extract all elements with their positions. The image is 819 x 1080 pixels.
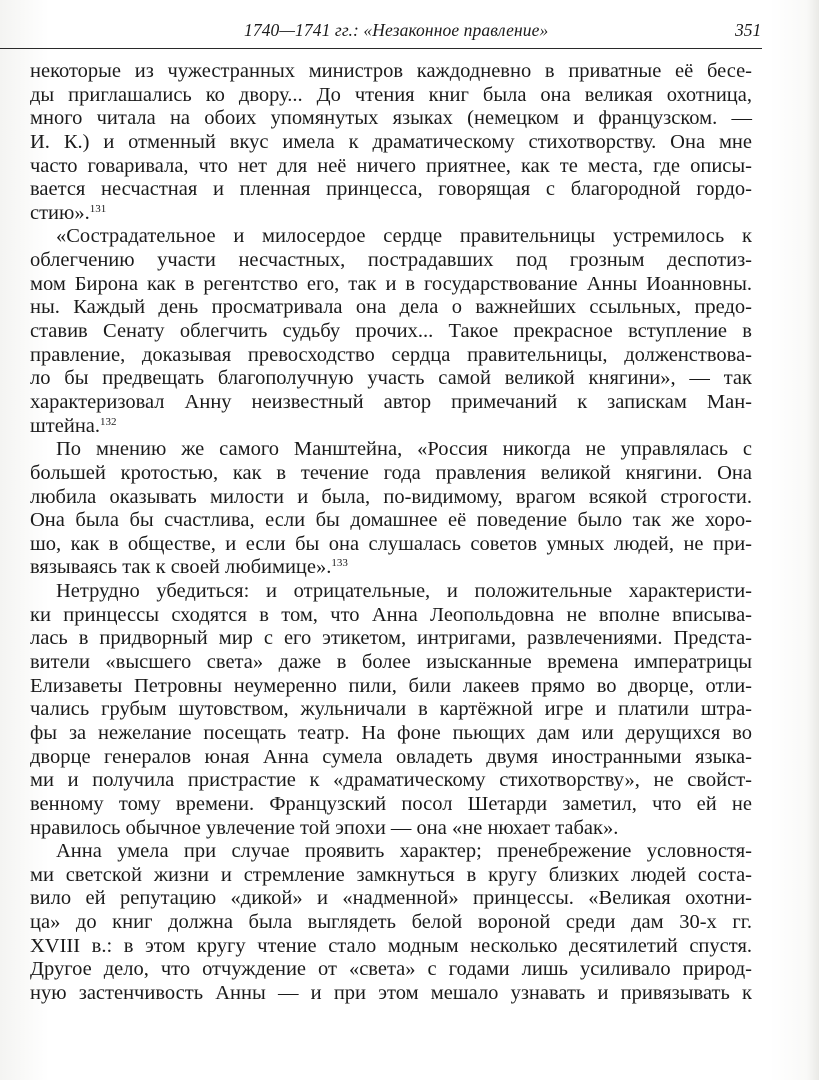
text-line	[30, 320, 752, 344]
text-line-content: штейна.	[30, 414, 101, 437]
text-line-content: И. К.) и отменный вкус имела к драматическому стихотворству. Она мне	[30, 130, 752, 153]
page-number: 351	[735, 20, 762, 40]
text-line	[30, 982, 752, 1006]
text-line-content: лась в придворный мир с его этикетом, интригами, развлечениями. Предста-	[30, 627, 752, 650]
text-line	[30, 60, 752, 84]
text-line	[30, 509, 752, 533]
text-line	[30, 746, 752, 770]
text-line	[30, 793, 752, 817]
text-line	[30, 627, 752, 651]
page-edge-shadow	[807, 0, 819, 1080]
text-line	[30, 202, 752, 226]
text-line-content: По мнению же самого Манштейна, «Россия никогда не управлялась с	[56, 438, 752, 461]
text-line	[30, 698, 752, 722]
text-line-content: вители «высшего света» даже в более изысканные времена императрицы	[30, 651, 752, 674]
text-line	[30, 462, 752, 486]
text-line	[30, 155, 752, 179]
text-line-content: дворце генералов юная Анна сумела овладеть двумя иностранными языка-	[30, 745, 752, 768]
text-line	[30, 131, 752, 155]
text-line-content: ставив Сенату облегчить судьбу прочих... Такое прекрасное вступление в	[30, 320, 752, 343]
header-rule	[0, 48, 762, 49]
text-line-content: Она была бы счастлива, если бы домашнее её поведение было так же хоро-	[30, 509, 752, 532]
text-line-content: шо, как в обществе, и если бы она слушалась советов умных людей, не при-	[30, 532, 752, 555]
text-line-content: некоторые из чужестранных министров каждодневно в приватные её бесе-	[30, 60, 752, 82]
footnote-ref: 131	[89, 202, 107, 215]
text-line-content: ны. Каждый день просматривала она дела о важнейших ссыльных, предо-	[30, 296, 752, 319]
text-line-content: характеризовал Анну неизвестный автор примечаний к запискам Ман-	[30, 390, 752, 413]
text-line-content: большей кротостью, как в течение года правления великой княгини. Она	[30, 461, 752, 484]
text-line	[30, 556, 752, 580]
text-line-content: фы за нежелание посещать театр. На фоне пьющих дам или дерущихся во	[30, 721, 752, 744]
text-line-content: ную застенчивость Анны — и при этом мешало узнавать и привязывать к	[30, 981, 752, 1004]
text-line	[30, 722, 752, 746]
text-line-content: ми и получила пристрастие к «драматическому стихотворству», не свойст-	[30, 769, 752, 792]
text-line	[30, 580, 752, 604]
text-line-content: ца» до книг должна была выглядеть белой вороной среди дам 30-х гг.	[30, 911, 752, 934]
text-line	[30, 911, 752, 935]
text-line-content: Другое дело, что отчуждение от «света» с годами лишь усиливало природ-	[30, 958, 752, 981]
text-line-content: часто говаривала, что нет для неё ничего приятнее, как те места, где описы-	[30, 154, 752, 177]
text-line-content: стию».	[30, 201, 90, 224]
text-line	[30, 817, 752, 841]
text-line-content: любила оказывать милости и была, по-видимому, врагом всякой строгости.	[30, 485, 752, 508]
text-line-content: чались грубым шутовством, жульничали в картёжной игре и платили штра-	[30, 698, 752, 721]
text-line	[30, 438, 752, 462]
text-line-content: вязываясь так к своей любимице».	[30, 556, 332, 579]
text-line	[30, 249, 752, 273]
text-line	[30, 486, 752, 510]
footnote-ref: 132	[100, 415, 117, 428]
text-line	[30, 344, 752, 368]
text-line-content: ло бы предвещать благополучную участь самой великой княгини», — так	[30, 367, 752, 390]
text-line	[30, 887, 752, 911]
text-line	[30, 84, 752, 108]
text-line-content: «Сострадательное и милосердое сердце правительницы устремилось к	[56, 225, 752, 248]
text-line	[30, 604, 752, 628]
text-line-content: правление, доказывая превосходство сердца правительницы, долженствова-	[30, 343, 752, 366]
text-line	[30, 840, 752, 864]
text-line	[30, 391, 752, 415]
footnote-ref: 133	[331, 557, 348, 570]
text-line-content: вило ей репутацию «дикой» и «надменной» принцессы. «Великая охотни-	[30, 887, 752, 910]
text-line	[30, 958, 752, 982]
text-line-content: ки принцессы сходятся в том, что Анна Леопольдовна не вполне вписыва-	[30, 603, 752, 626]
text-line-content: ми светской жизни и стремление замкнуться в кругу близких людей соста-	[30, 863, 752, 886]
text-line-content: вается несчастная и пленная принцесса, говорящая с благородной гордо-	[30, 178, 752, 201]
text-line-content: нравилось обычное увлечение той эпохи — она «не нюхает табак».	[30, 816, 619, 839]
text-line-content: ды приглашались ко двору... До чтения книг была она великая охотница,	[30, 83, 752, 106]
text-line-content: Нетрудно убедиться: и отрицательные, и положительные характеристи-	[56, 580, 752, 603]
text-line	[30, 273, 752, 297]
text-line-content: мом Бирона как в регентство его, так и в государствование Анны Иоанновны.	[30, 272, 752, 295]
running-header	[0, 14, 819, 50]
text-line-content: XVIII в.: в этом кругу чтение стало модным несколько десятилетий спустя.	[30, 934, 752, 957]
body-text	[30, 60, 752, 1006]
text-line	[30, 225, 752, 249]
text-line	[30, 651, 752, 675]
text-line-content: много читала на обоих упомянутых языках (немецком и французском. —	[30, 107, 752, 130]
text-line	[30, 864, 752, 888]
text-line-content: облегчению участи несчастных, пострадавших под грозным деспотиз-	[30, 249, 752, 272]
text-line	[30, 675, 752, 699]
text-line	[30, 178, 752, 202]
text-line	[30, 769, 752, 793]
running-head-title: 1740—1741 гг.: «Незаконное правление»	[244, 20, 549, 40]
text-line	[30, 415, 752, 439]
text-line-content: Анна умела при случае проявить характер; пренебрежение условностя-	[56, 840, 752, 863]
text-line	[30, 107, 752, 131]
text-line	[30, 935, 752, 959]
text-line-content: венному тому времени. Французский посол Шетарди заметил, что ей не	[30, 792, 752, 815]
text-line-content: Елизаветы Петровны неумеренно пили, били лакеев прямо во дворце, отли-	[30, 674, 752, 697]
text-line	[30, 367, 752, 391]
text-line	[30, 533, 752, 557]
text-line	[30, 296, 752, 320]
